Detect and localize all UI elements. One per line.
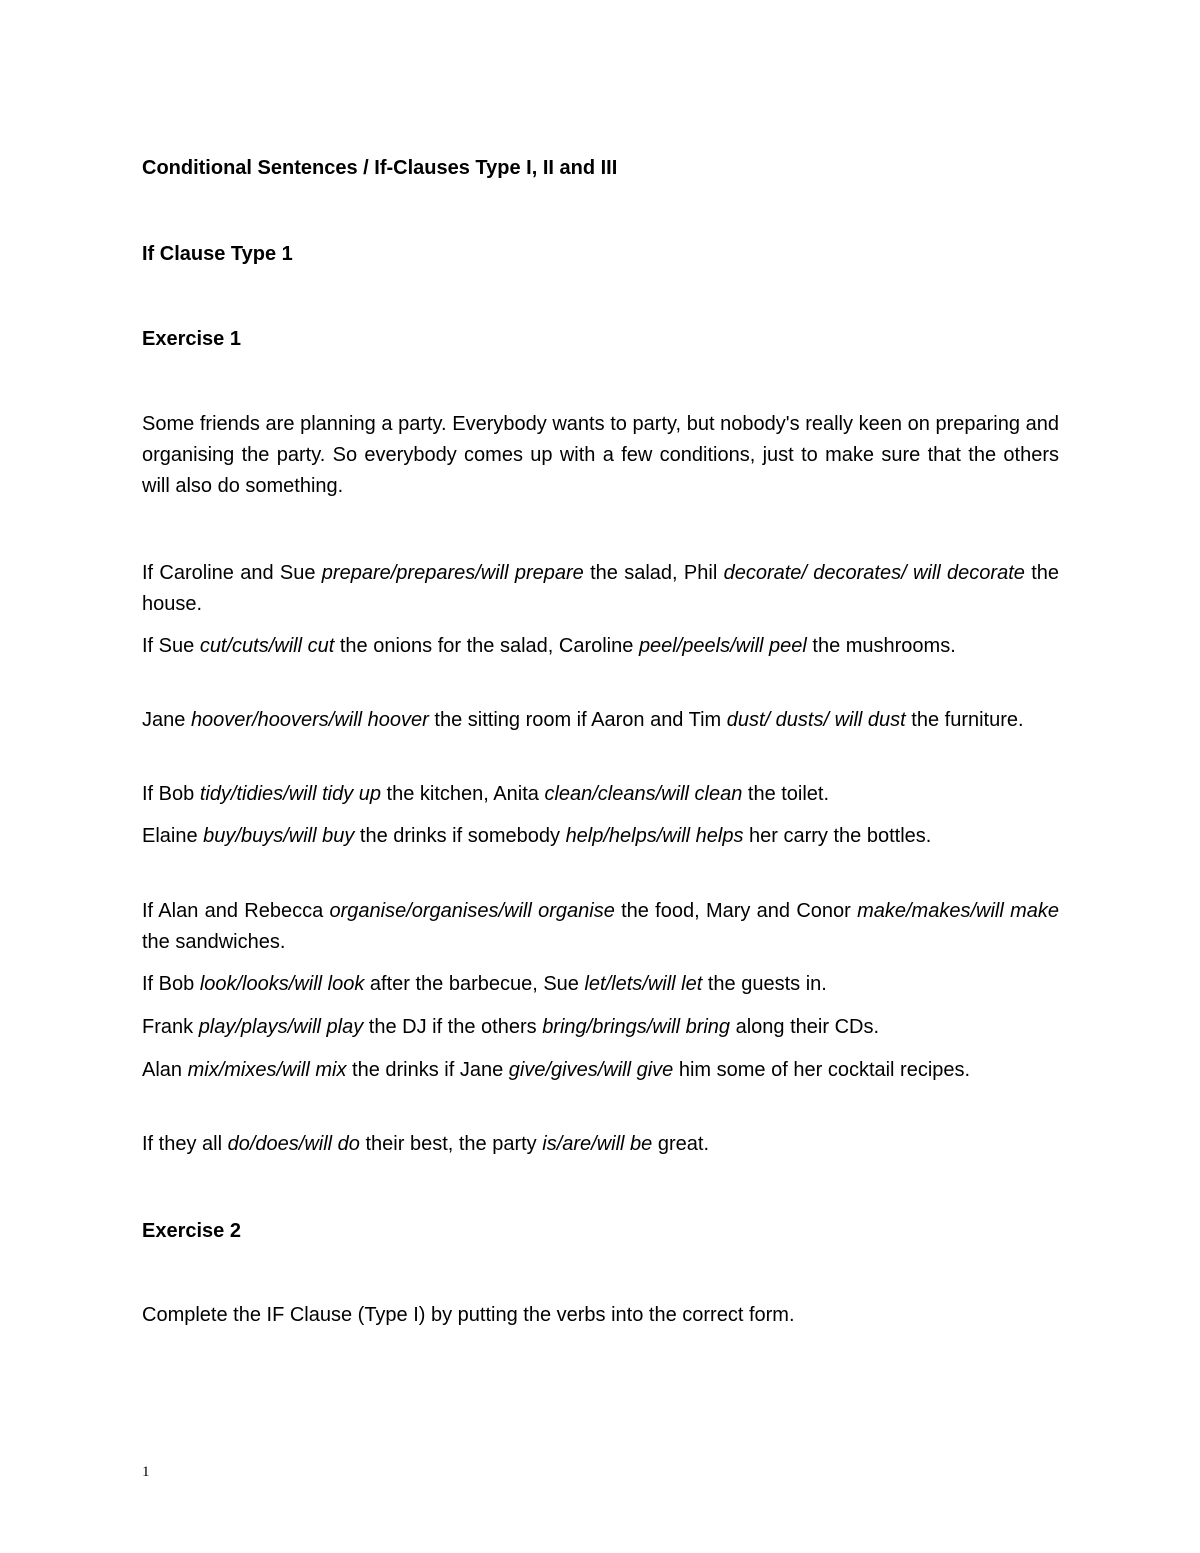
sentence-text: the DJ if the others bbox=[363, 1016, 543, 1038]
sentence-text: the furniture. bbox=[905, 709, 1024, 731]
page-title: Conditional Sentences / If-Clauses Type I, II and III bbox=[142, 157, 618, 179]
sentence-text: along their CDs. bbox=[730, 1016, 880, 1038]
verb-options: decorate/ decorates/ will decorate bbox=[723, 562, 1025, 584]
verb-options: buy/buys/will buy bbox=[203, 825, 355, 847]
sentence-text: the onions for the salad, Caroline bbox=[334, 635, 639, 657]
verb-options: do/does/will do bbox=[227, 1133, 360, 1155]
verb-options: hoover/hoovers/will hoover bbox=[190, 709, 429, 731]
verb-options: help/helps/will helps bbox=[565, 825, 744, 847]
verb-options: dust/ dusts/ will dust bbox=[726, 709, 906, 731]
exercise-sentence bbox=[142, 1012, 1059, 1043]
exercise-sentence bbox=[142, 558, 1059, 620]
exercise-2-instruction: Complete the IF Clause (Type I) by putting the verbs into the correct form. bbox=[142, 1304, 795, 1326]
exercise-sentence bbox=[142, 821, 1059, 852]
sentence-text: If they all bbox=[142, 1133, 228, 1155]
verb-options: make/makes/will make bbox=[857, 900, 1059, 922]
verb-options: is/are/will be bbox=[542, 1133, 653, 1155]
exercise-sentence bbox=[142, 896, 1059, 958]
exercise-1-heading: Exercise 1 bbox=[142, 328, 241, 350]
section-heading: If Clause Type 1 bbox=[142, 243, 293, 265]
sentence-text: Frank bbox=[142, 1016, 199, 1038]
verb-options: let/lets/will let bbox=[584, 973, 703, 995]
exercise-sentence bbox=[142, 705, 1059, 736]
page-number: 1 bbox=[142, 1464, 150, 1480]
verb-options: mix/mixes/will mix bbox=[187, 1059, 347, 1081]
verb-options: tidy/tidies/will tidy up bbox=[199, 783, 381, 805]
sentence-text: him some of her cocktail recipes. bbox=[673, 1059, 971, 1081]
exercise-sentence bbox=[142, 969, 1059, 1000]
sentence-text: If Caroline and Sue bbox=[142, 562, 322, 584]
sentence-text: If Bob bbox=[142, 783, 200, 805]
sentence-text: their best, the party bbox=[359, 1133, 543, 1155]
sentence-text: If Sue bbox=[142, 635, 200, 657]
sentence-text: Alan bbox=[142, 1059, 188, 1081]
sentence-text: the sitting room if Aaron and Tim bbox=[428, 709, 727, 731]
verb-options: prepare/prepares/will prepare bbox=[321, 562, 584, 584]
exercise-sentence bbox=[142, 779, 1059, 810]
sentence-text: the drinks if Jane bbox=[346, 1059, 509, 1081]
sentence-text: the sandwiches. bbox=[142, 931, 286, 953]
sentence-text: her carry the bottles. bbox=[743, 825, 932, 847]
sentence-text: If Alan and Rebecca bbox=[142, 900, 330, 922]
exercise-2-heading: Exercise 2 bbox=[142, 1220, 241, 1242]
sentence-text: the food, Mary and Conor bbox=[614, 900, 858, 922]
verb-options: peel/peels/will peel bbox=[638, 635, 807, 657]
sentence-text: after the barbecue, Sue bbox=[364, 973, 585, 995]
verb-options: cut/cuts/will cut bbox=[199, 635, 335, 657]
sentence-text: If Bob bbox=[142, 973, 200, 995]
sentence-text: the house. bbox=[142, 562, 1060, 615]
verb-options: bring/brings/will bring bbox=[542, 1016, 731, 1038]
sentence-text: Elaine bbox=[142, 825, 204, 847]
verb-options: look/looks/will look bbox=[199, 973, 365, 995]
exercise-sentence bbox=[142, 1055, 1059, 1086]
verb-options: give/gives/will give bbox=[508, 1059, 674, 1081]
verb-options: play/plays/will play bbox=[198, 1016, 364, 1038]
sentence-text: the kitchen, Anita bbox=[381, 783, 545, 805]
sentence-text: Jane bbox=[142, 709, 191, 731]
sentence-text: the salad, Phil bbox=[583, 562, 724, 584]
sentence-text: the drinks if somebody bbox=[354, 825, 566, 847]
sentence-text: the toilet. bbox=[742, 783, 830, 805]
sentence-text: the guests in. bbox=[702, 973, 827, 995]
verb-options: clean/cleans/will clean bbox=[544, 783, 743, 805]
sentence-text: great. bbox=[652, 1133, 709, 1155]
sentence-text: the mushrooms. bbox=[806, 635, 956, 657]
exercise-1-intro: Some friends are planning a party. Everybody wants to party, but nobody's really keen on preparing and organising the party. So everybody comes up with a few conditions, just to make sure that the others will also do something. bbox=[142, 413, 1059, 497]
exercise-sentence bbox=[142, 631, 1059, 662]
exercise-sentence bbox=[142, 1129, 1059, 1160]
verb-options: organise/organises/will organise bbox=[329, 900, 615, 922]
